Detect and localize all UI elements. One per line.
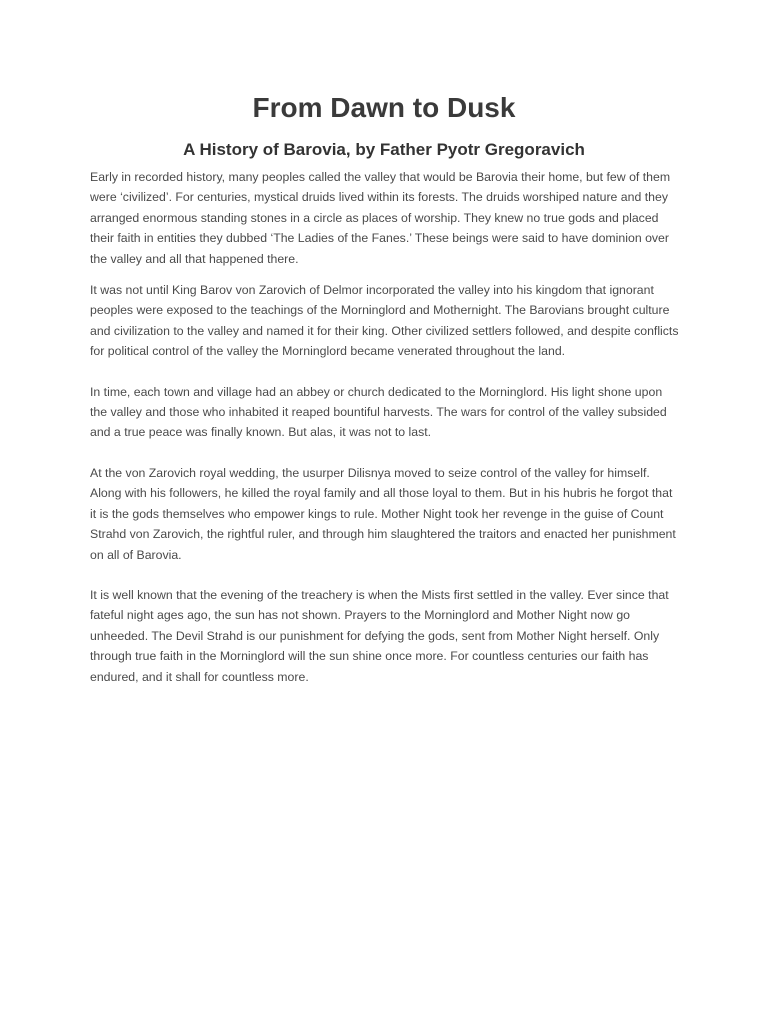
document-body	[90, 167, 680, 687]
paragraph-2: It was not until King Barov von Zarovich of Delmor incorporated the valley into his kingdom that ignorant peoples were exposed to the teachings of the Morninglord and Mothernight. The Barovians brought culture and civilization to the valley and named it for their king. Other civilized settlers followed, and despite conflicts for political control of the valley the Morninglord became venerated throughout the land.	[90, 283, 679, 359]
paragraph-4: At the von Zarovich royal wedding, the usurper Dilisnya moved to seize control of the valley for himself. Along with his followers, he killed the royal family and all those loyal to them. But in his hubris he forgot that it is the gods themselves who empower kings to rule. Mother Night took her revenge in the guise of Count Strahd von Zarovich, the rightful ruler, and through him slaughtered the traitors and enacted her punishment on all of Barovia.	[90, 465, 676, 562]
paragraph-1: Early in recorded history, many peoples called the valley that would be Barovia their home, but few of them were ‘civilized’. For centuries, mystical druids lived within its forests. The druids worshiped nature and they arranged enormous standing stones in a circle as places of worship. They knew no true gods and placed their faith in entities they dubbed ‘The Ladies of the Fanes.’ These beings were said to have dominion over the valley and all that happened there.	[90, 170, 671, 266]
document-subtitle: A History of Barovia, by Father Pyotr Gregoravich	[183, 140, 585, 159]
paragraph-5: It is well known that the evening of the treachery is when the Mists first settled in the valley. Ever since that fateful night ages ago, the sun has not shown. Prayers to the Morninglord and Mother Night now go unheeded. The Devil Strahd is our punishment for defying the gods, sent from Mother Night herself. Only through true faith in the Morninglord will the sun shine once more. For countless centuries our faith has endured, and it shall for countless more.	[90, 587, 669, 684]
document-title: From Dawn to Dusk	[252, 92, 516, 123]
paragraph-3: In time, each town and village had an abbey or church dedicated to the Morninglord. His light shone upon the valley and those who inhabited it reaped bountiful harvests. The wars for control of the valley subsided and a true peace was finally known. But alas, it was not to last.	[90, 384, 667, 440]
